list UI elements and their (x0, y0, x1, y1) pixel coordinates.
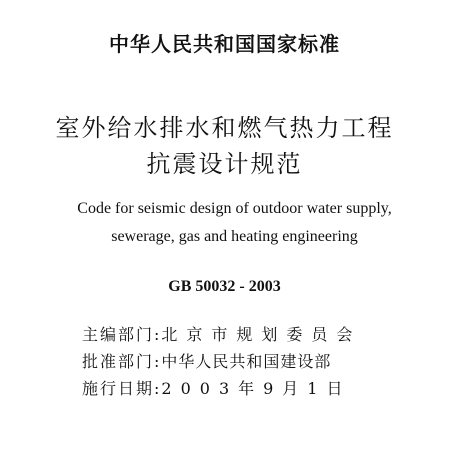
title-english-line-1: Code for seismic design of outdoor water supply, (77, 200, 392, 217)
title-english-line-2: sewerage, gas and heating engineering (111, 228, 358, 245)
effective-date-row (82, 376, 352, 400)
compiling-department-value: 北京市规划委员会 (161, 325, 362, 344)
approving-department-row (82, 349, 331, 373)
compiling-department-label: 主编部门: (82, 325, 162, 344)
standard-code: GB 50032 - 2003 (168, 278, 281, 295)
compiling-department-row (82, 322, 361, 346)
title-chinese-line-2: 抗震设计规范 (146, 150, 303, 178)
title-chinese-line-1: 室外给水排水和燃气热力工程 (55, 114, 394, 142)
effective-date-label: 施行日期: (82, 379, 162, 398)
effective-date-value: 2003年9月1日 (161, 379, 352, 398)
national-standard-heading: 中华人民共和国国家标准 (109, 32, 340, 56)
approving-department-label: 批准部门: (82, 352, 162, 371)
approving-department-value: 中华人民共和国建设部 (161, 352, 332, 371)
